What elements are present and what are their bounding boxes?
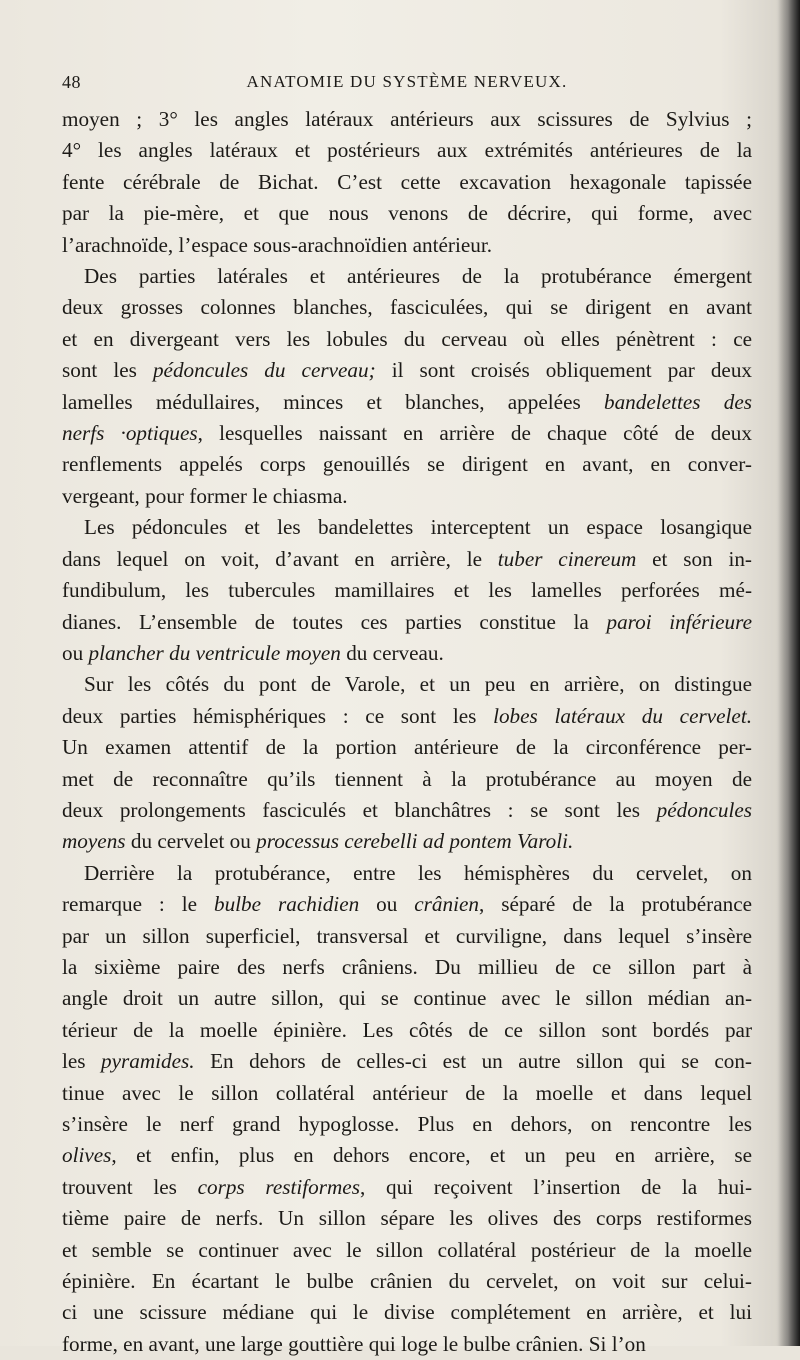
text-line: [62, 324, 752, 355]
italic-term: plancher du ventricule moyen: [88, 640, 341, 665]
paragraph: [62, 669, 752, 857]
text-line: [62, 512, 752, 543]
text-run: la sixième paire des nerfs crâniens. Du millieu de ce sillon part à: [62, 954, 752, 979]
text-line: [62, 544, 752, 575]
text-line: [62, 1203, 752, 1234]
text-run: Sur les côtés du pont de Varole, et un peu en arrière, on distingue: [84, 672, 752, 697]
text-line: [62, 575, 752, 606]
paragraph: [62, 261, 752, 512]
text-line: [62, 1078, 752, 1109]
body-text: [62, 104, 752, 1360]
text-line: [62, 104, 752, 135]
text-line: [62, 1172, 752, 1203]
text-line: [62, 952, 752, 983]
text-run: dianes. L’ensemble de toutes ces parties constitue la: [62, 609, 607, 634]
text-line: [62, 921, 752, 952]
text-run: ci une scissure médiane qui le divise complétement en arrière, et lui: [62, 1300, 752, 1325]
text-run: moyen ; 3° les angles latéraux antérieurs aux scissures de Sylvius ;: [62, 107, 752, 131]
text-line: [62, 638, 752, 669]
text-run: sont les: [62, 358, 153, 383]
text-run: , séparé de la protubérance: [479, 892, 753, 917]
text-run: Un examen attentif de la portion antérieure de la circonférence per-: [62, 735, 752, 760]
text-run: l’arachnoïde, l’espace sous-arachnoïdien antérieur.: [62, 232, 493, 257]
text-run: par un sillon superficiel, transversal et curviligne, dans lequel s’insère: [62, 923, 752, 948]
text-run: remarque : le: [62, 892, 214, 917]
text-run: il sont croisés obliquement par deux: [375, 358, 753, 383]
text-line: [62, 701, 752, 732]
text-run: met de reconnaître qu’ils tiennent à la protubérance au moyen de: [62, 766, 752, 791]
text-line: [62, 983, 752, 1014]
text-line: [62, 261, 752, 292]
text-line: [62, 167, 752, 198]
text-line: [62, 418, 752, 449]
italic-term: processus cerebelli ad pontem Varoli.: [256, 829, 574, 854]
text-line: [62, 1235, 752, 1266]
text-run: forme, en avant, une large gouttière qui loge le bulbe crânien. Si l’on: [62, 1331, 646, 1356]
italic-term: paroi inférieure: [606, 609, 752, 634]
text-run: épinière. En écartant le bulbe crânien du cervelet, on voit sur celui-: [62, 1269, 752, 1294]
italic-term: lobes latéraux du cervelet.: [493, 703, 752, 728]
text-run: lamelles médullaires, minces et blanches, appelées: [62, 389, 604, 414]
text-run: En dehors de celles-ci est un autre sillon qui se con-: [194, 1049, 752, 1074]
paragraph: [62, 858, 752, 1360]
text-run: Les pédoncules et les bandelettes interceptent un espace losangique: [84, 515, 752, 540]
text-run: Derrière la protubérance, entre les hémisphères du cervelet, on: [84, 860, 752, 885]
text-run: du cerveau.: [340, 640, 444, 665]
text-line: [62, 889, 752, 920]
text-line: [62, 1046, 752, 1077]
text-line: [62, 355, 752, 386]
text-line: [62, 481, 752, 512]
text-line: [62, 858, 752, 889]
text-line: [62, 669, 752, 700]
text-run: vergeant, pour former le chiasma.: [62, 483, 348, 508]
text-run: les: [62, 1049, 102, 1074]
italic-term: bandelettes des: [603, 389, 752, 414]
text-run: et son in-: [636, 546, 752, 571]
text-line: [62, 1266, 752, 1297]
italic-term: tuber cinereum: [497, 546, 637, 571]
text-run: et semble se continuer avec le sillon collatéral postérieur de la moelle: [62, 1237, 752, 1262]
running-header: [62, 72, 752, 102]
text-run: s’insère le nerf grand hypoglosse. Plus en dehors, on rencontre les: [62, 1112, 752, 1136]
text-run: angle droit un autre sillon, qui se continue avec le sillon médian an-: [62, 986, 752, 1011]
italic-term: pédoncules du cerveau;: [152, 358, 376, 383]
text-line: [62, 607, 752, 638]
text-run: fente cérébrale de Bichat. C’est cette excavation hexagonale tapissée: [62, 169, 752, 194]
text-run: , et enfin, plus en dehors encore, et un peu en arrière, se: [111, 1143, 752, 1168]
text-line: [62, 732, 752, 763]
text-line: [62, 387, 752, 418]
text-run: trouvent les: [62, 1174, 198, 1199]
text-run: deux grosses colonnes blanches, fasciculées, qui se dirigent en avant: [62, 295, 752, 320]
text-run: ou: [359, 892, 415, 917]
text-run: et en divergeant vers les lobules du cerveau où elles pénètrent : ce: [62, 326, 752, 351]
text-run: dans lequel on voit, d’avant en arrière, le: [62, 546, 498, 571]
text-run: renflements appelés corps genouillés se dirigent en avant, en conver-: [62, 452, 752, 477]
text-line: [62, 1140, 752, 1171]
text-line: [62, 826, 752, 857]
text-run: par la pie-mère, et que nous venons de décrire, qui forme, avec: [62, 201, 752, 226]
text-run: deux prolongements fasciculés et blanchâtres : se sont les: [62, 797, 657, 822]
text-run: fundibulum, les tubercules mamillaires et les lamelles perforées mé-: [62, 578, 752, 603]
italic-term: nerfs ·optiques: [62, 421, 198, 446]
text-line: [62, 292, 752, 323]
italic-term: bulbe rachidien: [213, 892, 360, 917]
text-run: deux parties hémisphériques : ce sont les: [62, 703, 494, 728]
italic-term: moyens: [62, 829, 126, 854]
text-line: [62, 135, 752, 166]
text-run: tinue avec le sillon collatéral antérieur de la moelle et dans lequel: [62, 1080, 752, 1105]
page-number: 48: [62, 72, 81, 92]
text-line: [62, 1015, 752, 1046]
text-line: [62, 230, 752, 261]
italic-term: pédoncules: [656, 797, 752, 822]
italic-term: corps restiformes: [197, 1174, 360, 1199]
text-line: [62, 198, 752, 229]
text-line: [62, 795, 752, 826]
page-edge-shadow: [778, 0, 800, 1346]
text-run: tième paire de nerfs. Un sillon sépare les olives des corps restiformes: [62, 1206, 752, 1231]
text-run: ou: [62, 640, 89, 665]
text-line: [62, 764, 752, 795]
text-line: [62, 1109, 752, 1140]
text-line: [62, 1297, 752, 1328]
text-run: térieur de la moelle épinière. Les côtés de ce sillon sont bordés par: [62, 1017, 752, 1042]
text-line: [62, 449, 752, 480]
italic-term: olives: [62, 1143, 112, 1168]
italic-term: pyramides.: [101, 1049, 195, 1074]
italic-term: crânien: [414, 892, 479, 917]
text-line: [62, 1329, 752, 1360]
text-run: du cervelet ou: [125, 829, 257, 854]
paragraph: [62, 104, 752, 261]
paragraph: [62, 512, 752, 669]
text-run: 4° les angles latéraux et postérieurs aux extrémités antérieures de la: [62, 138, 752, 163]
text-run: , qui reçoivent l’insertion de la hui-: [359, 1174, 753, 1199]
text-run: , lesquelles naissant en arrière de chaque côté de deux: [197, 421, 752, 446]
running-title: ANATOMIE DU SYSTÈME NERVEUX.: [246, 72, 568, 91]
text-run: Des parties latérales et antérieures de la protubérance émergent: [84, 264, 752, 289]
